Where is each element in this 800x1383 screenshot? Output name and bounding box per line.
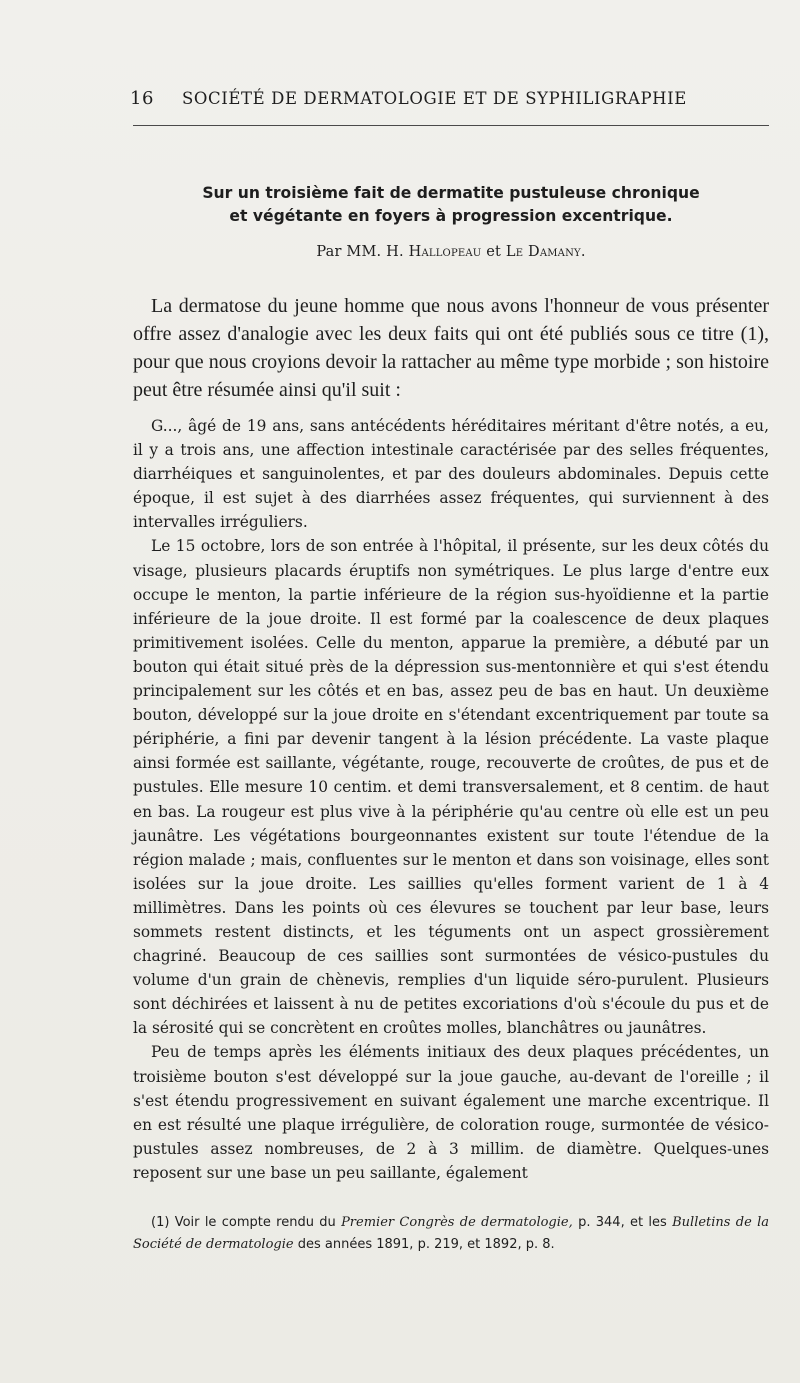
article-title: [133, 182, 769, 228]
body-paragraph-1: G..., âgé de 19 ans, sans antécédents héréditaires méritant d'être notés, a eu, il y a trois ans, une affection intestinale caractérisée par des selles fréquentes, diarrhéiques et sanguinolentes, et par des douleurs abdominales. Depuis cette époque, il est sujet à des diarrhées assez fréquentes, qui surviennent à des intervalles irréguliers.: [133, 417, 769, 532]
running-title: SOCIÉTÉ DE DERMATOLOGIE ET DE SYPHILIGRAPHIE: [182, 89, 687, 108]
footnote: [133, 1212, 769, 1256]
running-head: [130, 88, 770, 109]
header-rule: [133, 125, 769, 126]
byline-join: et: [486, 244, 502, 260]
footnote-title-congres: Premier Congrès de dermatologie,: [341, 1215, 573, 1230]
author-le-damany: Le Damany.: [505, 244, 586, 260]
body-paragraph-2: Le 15 octobre, lors de son entrée à l'hôpital, il présente, sur les deux côtés du visage, plusieurs placards éruptifs non symétriques. Le plus large d'entre eux occupe le menton, la partie inférieure de la région sus-hyoïdienne et la partie inférieure de la joue droite. Il est formé par la coalescence de deux plaques primitivement isolées. Celle du menton, apparue la première, a débuté par un bouton qui était situé près de la dépression sus-mentonnière et qui s'est étendu principalement sur les côtés et en bas, assez peu de bas en haut. Un deuxième bouton, développé sur la joue droite en s'étendant excentriquement par toute sa périphérie, a fini par devenir tangent à la lésion précédente. La vaste plaque ainsi formée est saillante, végétante, rouge, recouverte de croûtes, de pus et de pustules. Elle mesure 10 centim. et demi transversalement, et 8 centim. de haut en bas. La rougeur est plus vive à la périphérie qu'au centre où elle est un peu jaunâtre. Les végétations bourgeonnantes existent sur toute l'étendue de la région malade ; mais, confluentes sur le menton et dans son voisinage, elles sont isolées sur la joue droite. Les saillies qu'elles forment varient de 1 à 4 millimètres. Dans les points où ces élevures se touchent par leur base, leurs sommets restent distincts, et les téguments ont un aspect grossièrement chagriné. Beaucoup de ces saillies sont surmontées de vésico-pustules du volume d'un grain de chènevis, remplies d'un liquide séro-purulent. Plusieurs sont déchirées et laissent à nu de petites excoriations d'où s'écoule du pus et de la sérosité qui se concrètent en croûtes molles, blanchâtres ou jaunâtres.: [133, 537, 769, 1038]
article-title-line-2: et végétante en foyers à progression excentrique.: [229, 207, 673, 225]
body-paragraph-3: Peu de temps après les éléments initiaux des deux plaques précédentes, un troisième bouton s'est développé sur la joue gauche, au-devant de l'oreille ; il s'est étendu progressivement en suivant également une marche excentrique. Il en est résulté une plaque irrégulière, de coloration rouge, surmontée de vésico-pustules assez nombreuses, de 2 à 3 millim. de diamètre. Quelques-unes reposent sur une base un peu saillante, également: [133, 1043, 769, 1182]
page-number: 16: [130, 88, 155, 109]
footnote-prefix: (1) Voir le compte rendu du: [151, 1215, 336, 1230]
byline-prefix: Par MM. H.: [316, 244, 404, 260]
footnote-suffix: des années 1891, p. 219, et 1892, p. 8.: [297, 1237, 555, 1252]
byline: [133, 244, 769, 260]
article-body: [133, 414, 769, 1185]
intro-paragraph: La dermatose du jeune homme que nous avons l'honneur de vous présenter offre assez d'analogie avec les deux faits qui ont été publiés sous ce titre (1), pour que nous croyions devoir la rattacher au même type morbide ; son histoire peut être résumée ainsi qu'il suit :: [133, 295, 769, 401]
footnote-title-bulletins: Bulletins de la Société de dermatologie: [133, 1215, 770, 1252]
author-hallopeau: Hallopeau: [408, 244, 482, 260]
footnote-middle: p. 344, et les: [578, 1215, 667, 1230]
article-title-line-1: Sur un troisième fait de dermatite pustuleuse chronique: [202, 184, 700, 202]
